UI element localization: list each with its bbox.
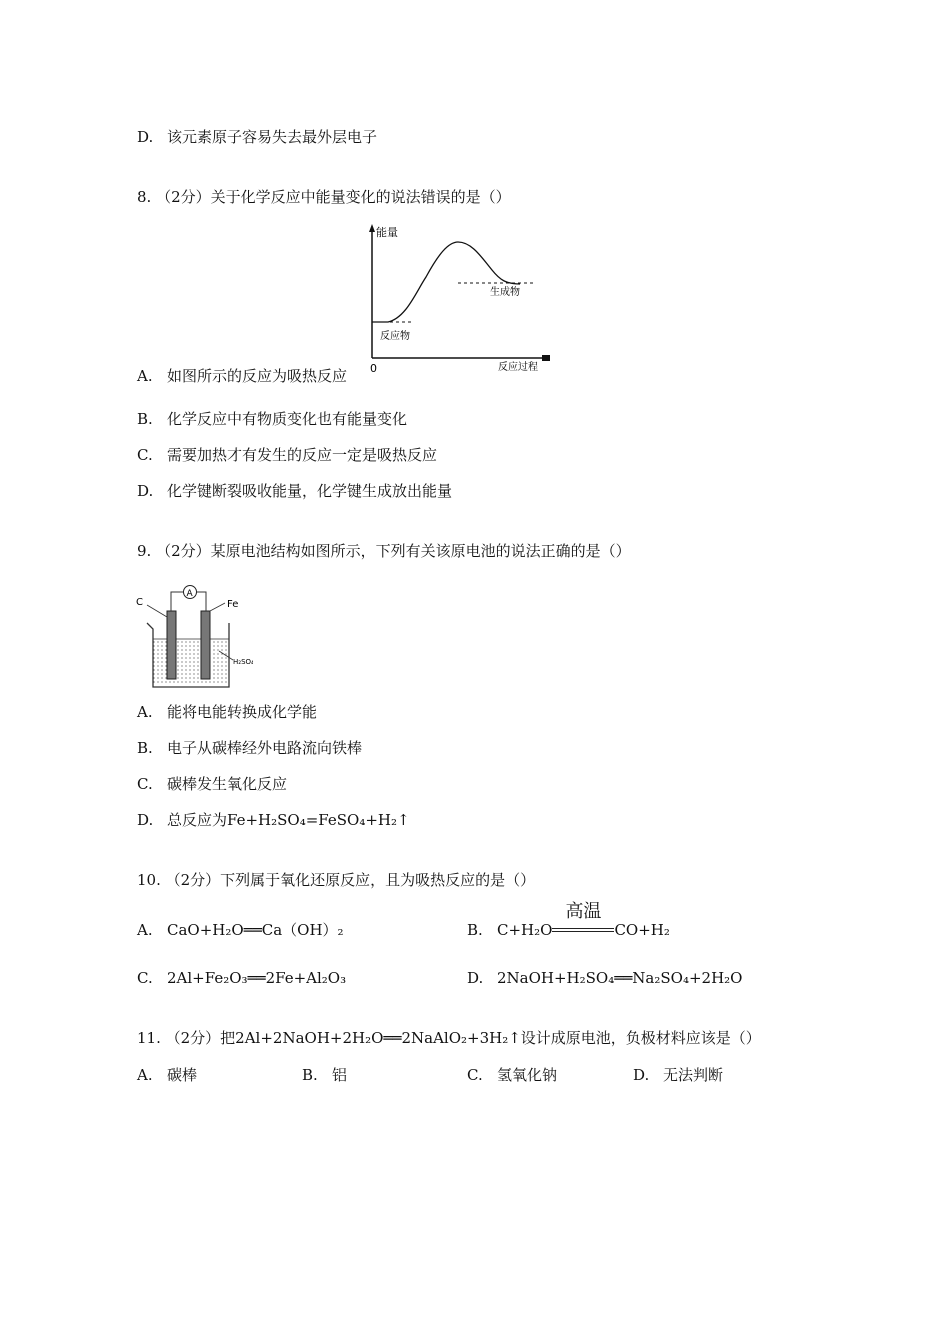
option-label: A. [137, 1066, 153, 1084]
q9-option-a [137, 702, 317, 722]
option-text: 如图所示的反应为吸热反应 [167, 367, 348, 385]
carbon-rod [167, 611, 176, 679]
h2so4-solution [153, 639, 229, 685]
wire-right [196, 592, 206, 611]
option-text: 2NaOH+H₂SO₄══Na₂SO₄+2H₂O [497, 969, 743, 987]
origin-label: 0 [370, 362, 377, 375]
h2so4-label: H₂SO₄ [233, 658, 253, 666]
q11-option-a [137, 1065, 197, 1085]
option-text: 铝 [332, 1066, 348, 1084]
option-label: C. [467, 1066, 483, 1084]
q9-option-c [137, 774, 287, 794]
option-label: A. [137, 367, 153, 385]
x-axis-arrow-icon [542, 355, 550, 361]
option-label: C. [137, 969, 153, 987]
option-label: D. [137, 811, 154, 829]
option-label: D. [137, 128, 154, 146]
x-axis-label: 反应过程 [498, 362, 538, 373]
y-axis-label: 能量 [376, 226, 398, 239]
option-text: 氢氧化钠 [497, 1066, 558, 1084]
option-text: 碳棒 [167, 1066, 198, 1084]
option-label: B. [302, 1066, 318, 1084]
wire-left [171, 592, 184, 611]
reaction-condition-arrow [552, 901, 614, 940]
option-label: D. [633, 1066, 650, 1084]
option-label: C. [137, 446, 153, 464]
y-axis-arrow-icon [369, 224, 375, 232]
option-text: 碳棒发生氧化反应 [167, 775, 288, 793]
fe-leader-line [210, 603, 225, 611]
q8-option-c [137, 445, 437, 465]
option-label: C. [137, 775, 153, 793]
option-label: D. [137, 482, 154, 500]
equals-bar [552, 928, 614, 932]
c-leader-line [147, 605, 167, 617]
condition-label: 高温 [565, 901, 602, 922]
option-text: 总反应为Fe+H₂SO₄=FeSO₄+H₂↑ [167, 811, 410, 829]
q7-option-d [137, 127, 377, 147]
energy-curve [372, 242, 520, 322]
option-label: B. [137, 410, 153, 428]
q10-stem: 10. （2分）下列属于氧化还原反应，且为吸热反应的是（） [137, 871, 536, 889]
q11-option-c [467, 1065, 557, 1085]
option-text: 电子从碳棒经外电路流向铁棒 [167, 739, 363, 757]
q8-option-d [137, 481, 452, 501]
q8-option-b [137, 409, 407, 429]
option-text: 无法判断 [663, 1066, 724, 1084]
fe-label: Fe [227, 599, 239, 610]
q9-stem: 9. （2分）某原电池结构如图所示，下列有关该原电池的说法正确的是（） [137, 542, 631, 560]
q11-option-d [633, 1065, 723, 1085]
q11-option-b [302, 1065, 347, 1085]
q8-option-a [137, 366, 347, 386]
q9-option-b [137, 738, 362, 758]
option-label: A. [137, 921, 153, 939]
q10-option-b [467, 901, 670, 940]
option-label: B. [137, 739, 153, 757]
q10-option-c [137, 968, 346, 988]
equation-right: CO+H₂ [614, 921, 670, 939]
q9-option-d [137, 810, 410, 830]
ammeter-label: A [186, 589, 193, 599]
option-text: 化学反应中有物质变化也有能量变化 [167, 410, 408, 428]
q8-energy-diagram [366, 222, 556, 382]
q9-galvanic-cell-diagram [133, 581, 253, 697]
product-label: 生成物 [490, 287, 520, 298]
c-label: C [136, 597, 143, 608]
option-label: D. [467, 969, 484, 987]
option-text: CaO+H₂O══Ca（OH）₂ [167, 921, 344, 939]
iron-rod [201, 611, 210, 679]
q11-stem: 11. （2分）把2Al+2NaOH+2H₂O══2NaAlO₂+3H₂↑设计成原电池，负极材料应该是（） [137, 1029, 761, 1047]
option-label: B. [467, 921, 483, 939]
q8-stem: 8. （2分）关于化学反应中能量变化的说法错误的是（） [137, 188, 511, 206]
reactant-label: 反应物 [380, 331, 410, 342]
option-text: 化学键断裂吸收能量，化学键生成放出能量 [167, 482, 453, 500]
option-label: A. [137, 703, 153, 721]
option-text: 该元素原子容易失去最外层电子 [167, 128, 378, 146]
option-text: 能将电能转换成化学能 [167, 703, 318, 721]
option-text: 需要加热才有发生的反应一定是吸热反应 [167, 446, 438, 464]
q10-option-a [137, 920, 344, 940]
equation-left: C+H₂O [497, 921, 553, 939]
option-text: 2Al+Fe₂O₃══2Fe+Al₂O₃ [167, 969, 347, 987]
q10-option-d [467, 968, 742, 988]
